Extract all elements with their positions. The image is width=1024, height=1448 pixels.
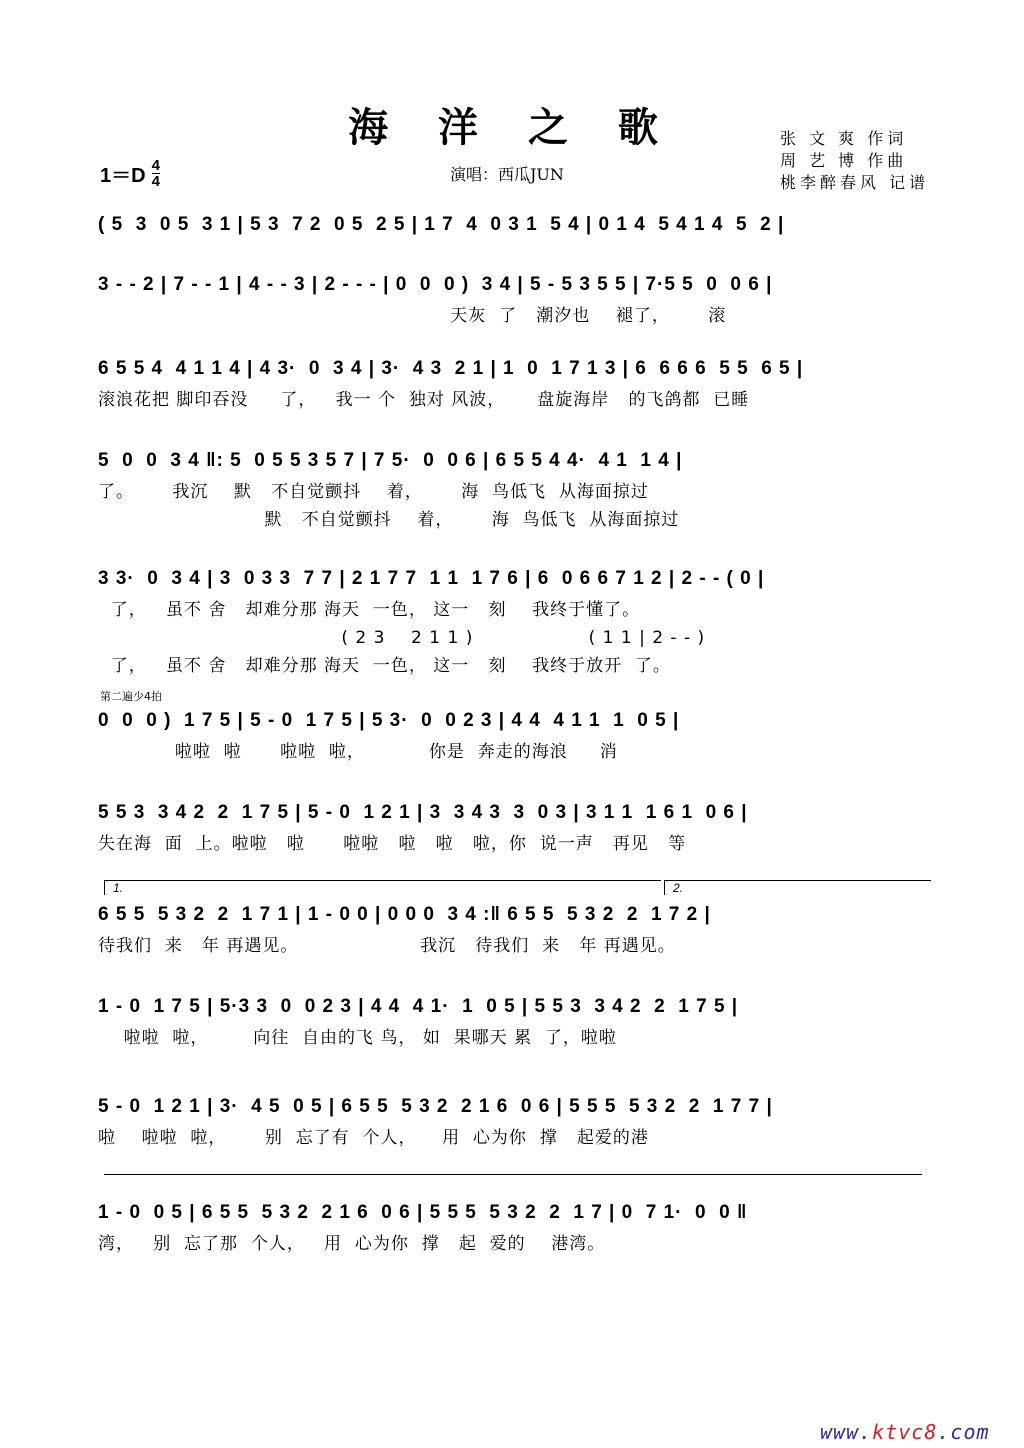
key-signature xyxy=(100,158,160,189)
watermark-suffix: .com xyxy=(937,1420,990,1444)
score-line-5 xyxy=(98,562,928,680)
composer-credit: 周 艺 博 作曲 xyxy=(780,151,908,170)
lyrics-line-10: 啦 啦啦 啦， 别 忘了有 个人， 用 心为你 撑 起爱的港 xyxy=(98,1128,649,1148)
song-title: 海 洋 之 歌 xyxy=(348,104,676,151)
notes-line-5: 3 3· 0 3 4 | 3 0 3 3 7 7 | 2 1 7 7 1 1 1 7 6 | 6 0 6 6 7 1 2 | 2 - - ( 0 | xyxy=(98,568,765,589)
score-line-1 xyxy=(98,208,928,242)
lyrics-line-3: 滚浪花把 脚印吞没 了， 我一 个 独对 风波， 盘旋海岸 的飞鸽都 已睡 xyxy=(98,390,750,410)
time-signature xyxy=(152,158,160,189)
time-sig-bottom: 4 xyxy=(151,173,160,190)
lyrics-line-5a: 了， 虽不 舍 却难分那 海天 一色， 这一 刻 我终于懂了。 xyxy=(98,600,641,620)
score-line-3 xyxy=(98,352,928,414)
volta-1: 1. xyxy=(104,880,661,895)
notes-line-11: 1 - 0 0 5 | 6 5 5 5 3 2 2 1 6 0 6 | 5 5 5 5 3 2 2 1 7 | 0 7 1· 0 0 ‖ xyxy=(98,1202,748,1223)
notes-line-1: ( 5 3 0 5 3 1 | 5 3 7 2 0 5 2 5 | 1 7 4 0 3 1 5 4 | 0 1 4 5 4 1 4 5 2 | xyxy=(98,214,785,235)
time-sig-top: 4 xyxy=(151,157,160,174)
repeat-note: 第二遍少4拍 xyxy=(100,690,162,703)
lyrics-line-9: 啦啦 啦， 向往 自由的飞 鸟， 如 果哪天 累 了，啦啦 xyxy=(98,1028,617,1048)
score-line-8 xyxy=(98,898,928,960)
lyrics-line-6: 啦啦 啦 啦啦 啦， 你是 奔走的海浪 消 xyxy=(98,742,618,762)
notes-line-6: 0 0 0 ) 1 7 5 | 5 - 0 1 7 5 | 5 3· 0 0 2 3 | 4 4 4 1 1 1 0 5 | xyxy=(98,710,680,731)
notes-line-3: 6 5 5 4 4 1 1 4 | 4 3· 0 3 4 | 3· 4 3 2 1 | 1 0 1 7 1 3 | 6 6 6 6 5 5 6 5 | xyxy=(98,358,804,379)
lyrics-line-4a: 了。 我沉 默 不自觉颤抖 着， 海 鸟低飞 从海面掠过 xyxy=(98,482,649,502)
score-line-2 xyxy=(98,268,928,330)
singer-label: 演唱：西瓜JUN xyxy=(450,165,564,184)
volta-2: 2. xyxy=(664,880,931,895)
score-line-7 xyxy=(98,796,928,858)
notes-line-9: 1 - 0 1 7 5 | 5·3 3 0 0 2 3 | 4 4 4 1· 1 0 5 | 5 5 3 3 4 2 2 1 7 5 | xyxy=(98,996,739,1017)
tie-line xyxy=(104,1174,922,1175)
notes-line-7: 5 5 3 3 4 2 2 1 7 5 | 5 - 0 1 2 1 | 3 3 4 3 3 0 3 | 3 1 1 1 6 1 0 6 | xyxy=(98,802,748,823)
credits xyxy=(780,128,929,194)
score-line-11 xyxy=(98,1196,928,1258)
site-watermark xyxy=(820,1420,990,1444)
lyrics-line-11: 湾， 别 忘了那 个人， 用 心为你 撑 起 爱的 港湾。 xyxy=(98,1234,606,1254)
watermark-prefix: www. xyxy=(820,1420,873,1444)
score-line-4 xyxy=(98,444,928,534)
lyrics-line-5b: 了， 虽不 舍 却难分那 海天 一色， 这一 刻 我终于放开 了。 xyxy=(98,656,671,676)
lyrics-line-2: 天灰 了 潮汐也 褪了， 滚 xyxy=(98,306,727,326)
lyricist-credit: 张 文 爽 作词 xyxy=(780,129,908,148)
lyrics-line-4b: 默 不自觉颤抖 着， 海 鸟低飞 从海面掠过 xyxy=(98,510,680,530)
notes-line-2: 3 - - 2 | 7 - - 1 | 4 - - 3 | 2 - - - | 0 0 0 ) 3 4 | 5 - 5 3 5 5 | 7·5 5 0 0 6 | xyxy=(98,274,773,295)
score-line-9 xyxy=(98,990,928,1052)
notes-line-8: 6 5 5 5 3 2 2 1 7 1 | 1 - 0 0 | 0 0 0 3 4 :‖ 6 5 5 5 3 2 2 1 7 2 | xyxy=(98,904,711,925)
lyrics-line-8: 待我们 来 年 再遇见。 我沉 待我们 来 年 再遇见。 xyxy=(98,936,676,956)
notes-line-10: 5 - 0 1 2 1 | 3· 4 5 0 5 | 6 5 5 5 3 2 2 1 6 0 6 | 5 5 5 5 3 2 2 1 7 7 | xyxy=(98,1096,773,1117)
lyrics-line-5-alt-notes: ( 2 3 2 1 1 ) ( 1 1 | 2 - - ) xyxy=(98,628,706,648)
notes-line-4: 5 0 0 3 4 ‖: 5 0 5 5 3 5 7 | 7 5· 0 0 6 | 6 5 5 4 4· 4 1 1 4 | xyxy=(98,450,683,471)
lyrics-line-7: 失在海 面 上。啦啦 啦 啦啦 啦 啦 啦，你 说一声 再见 等 xyxy=(98,834,687,854)
watermark-domain: ktvc8 xyxy=(872,1420,938,1444)
score-line-10 xyxy=(98,1090,928,1152)
score-line-6 xyxy=(98,704,928,766)
key-label: 1＝D xyxy=(100,165,146,187)
transcriber-credit: 桃李醉春风 记谱 xyxy=(780,173,930,192)
